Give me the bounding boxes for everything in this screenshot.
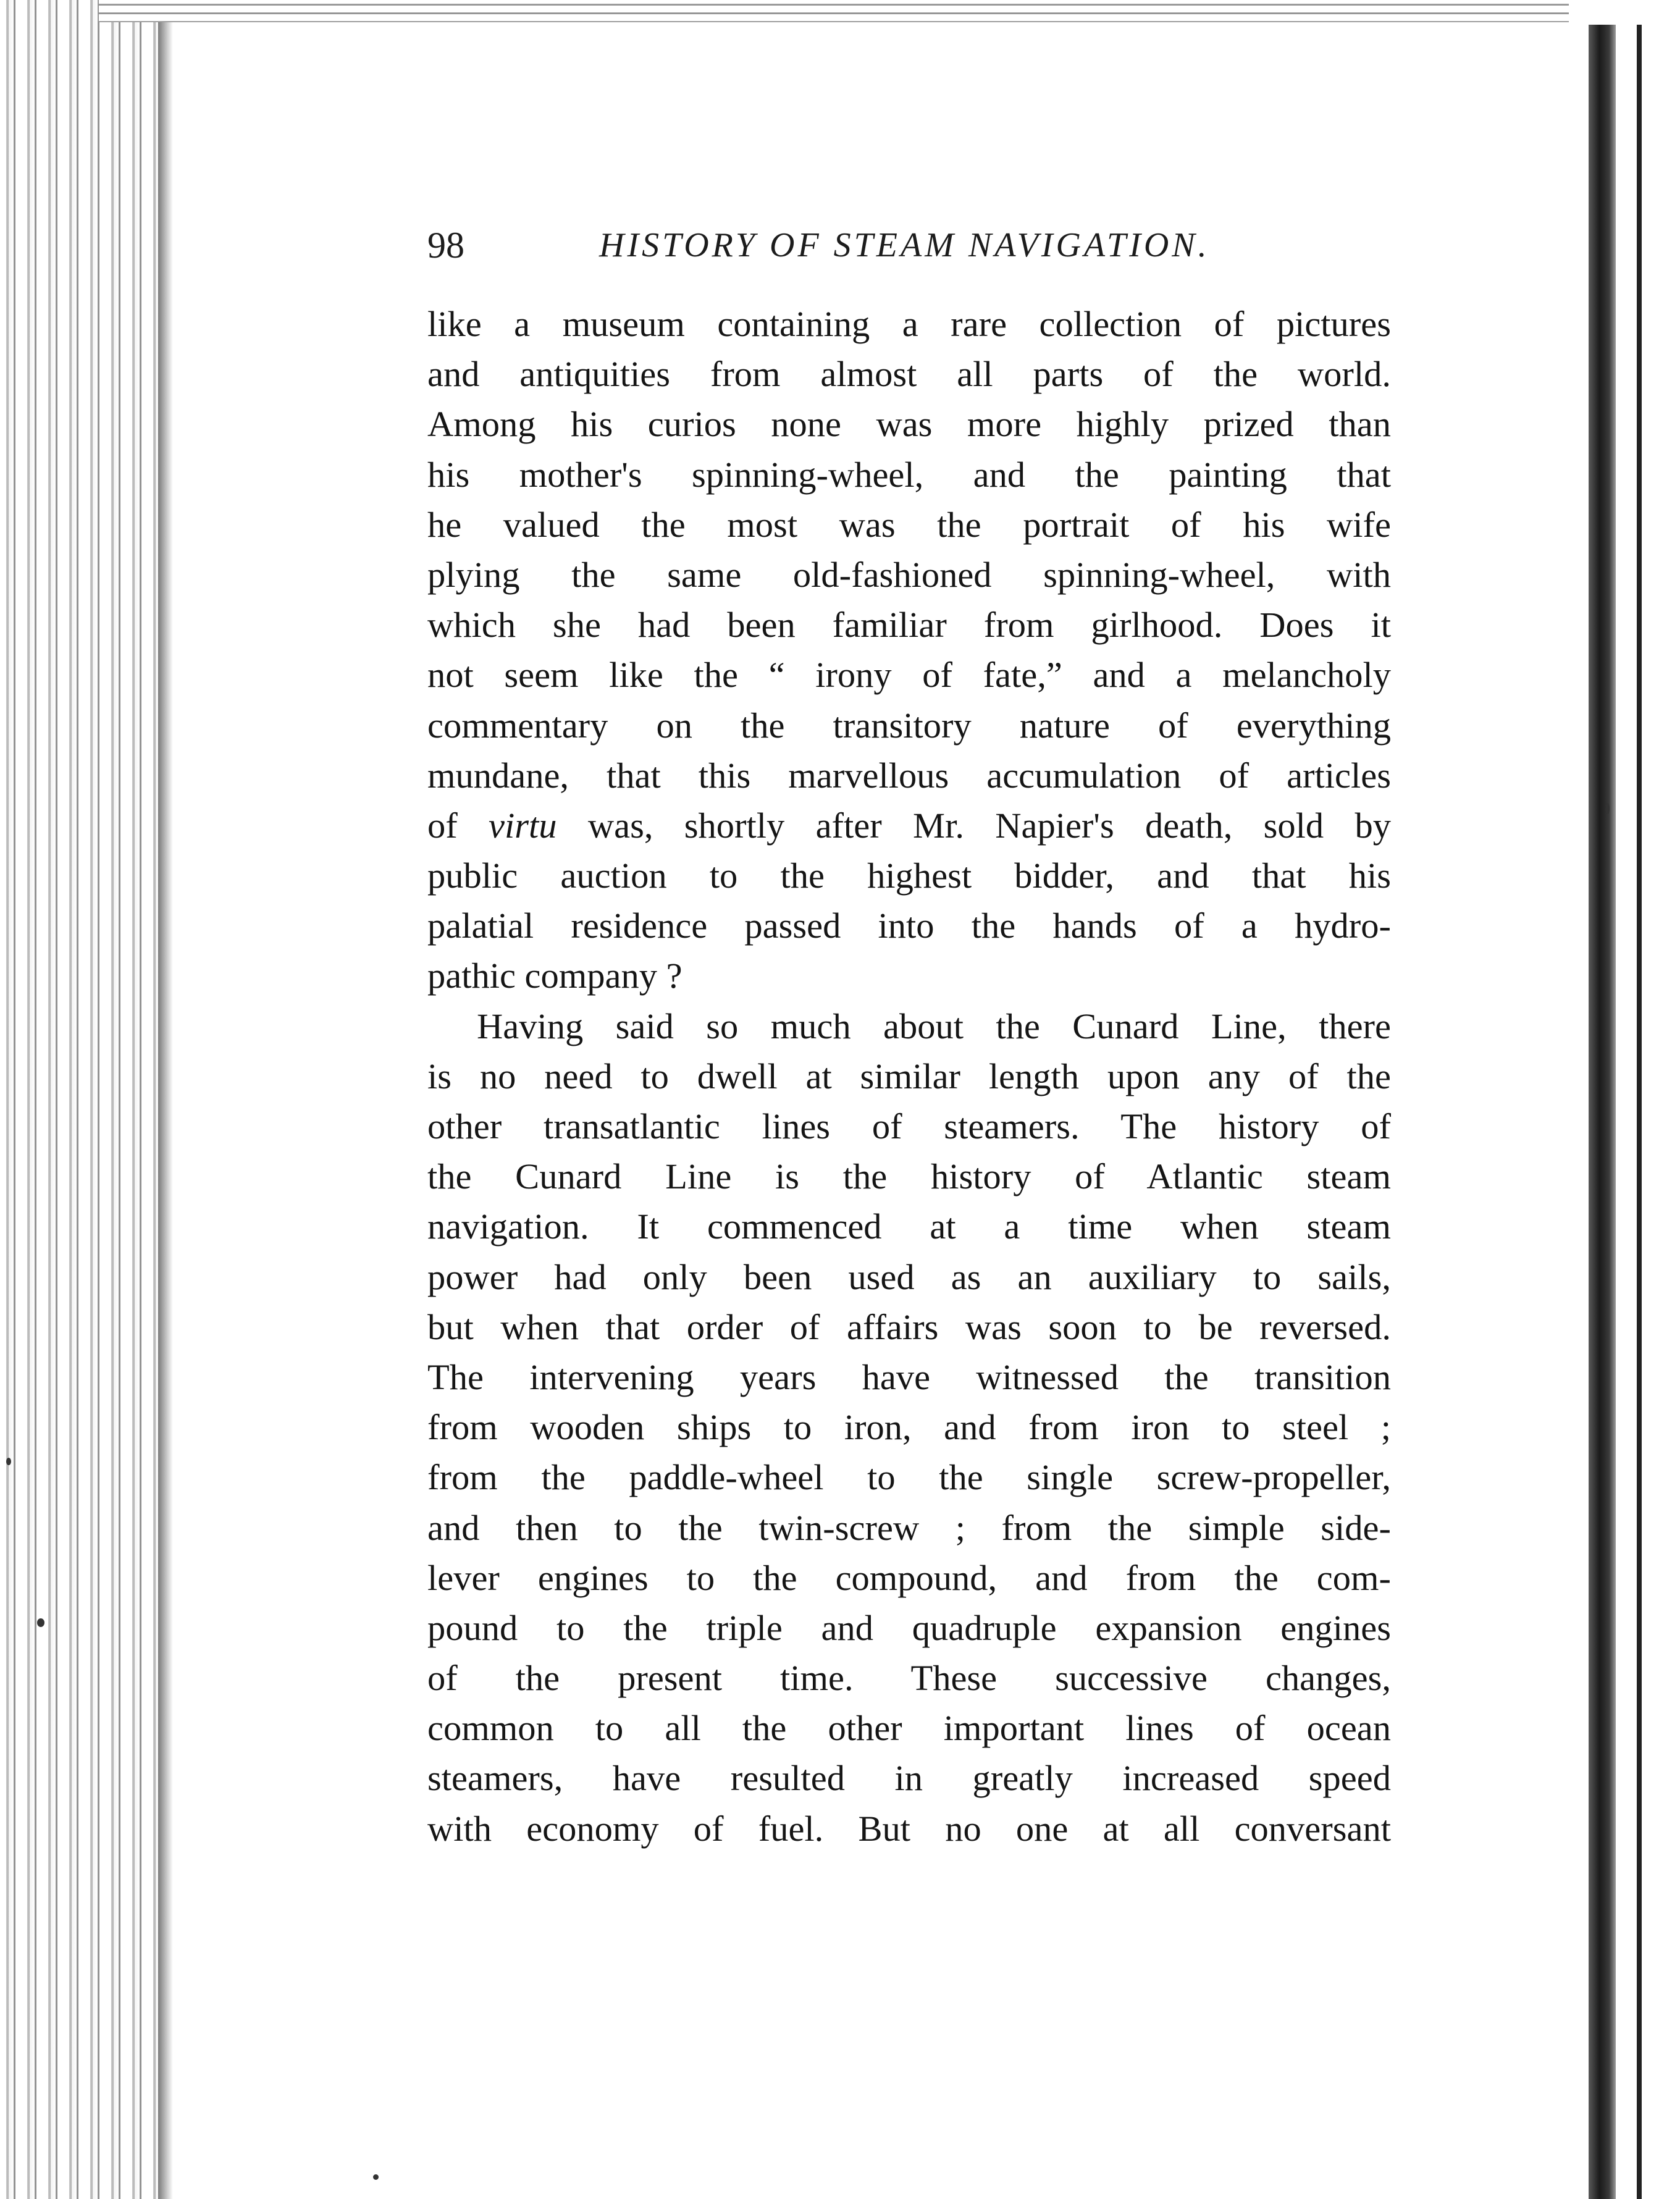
text-line: other transatlantic lines of steamers. The history of	[427, 1106, 1391, 1146]
text-line: and then to the twin-screw ; from the simple side-	[427, 1507, 1391, 1548]
scan-speck	[373, 2174, 379, 2180]
text-line: navigation. It commenced at a time when steam	[427, 1206, 1391, 1247]
text-line: with economy of fuel. But no one at all conversant	[427, 1808, 1391, 1849]
text-line: power had only been used as an auxiliary to sails,	[427, 1256, 1391, 1297]
text-line: commentary on the transitory nature of everything	[427, 705, 1391, 746]
scan-speck	[6, 1458, 11, 1465]
text-line: plying the same old-fashioned spinning-wheel, with	[427, 554, 1391, 595]
text-line: from the paddle-wheel to the single screw-propeller,	[427, 1457, 1391, 1498]
text-line: pathic company ?	[427, 956, 682, 996]
running-title: HISTORY OF STEAM NAVIGATION.	[599, 226, 1210, 264]
page-number: 98	[427, 225, 464, 266]
left-book-edge	[0, 0, 173, 2199]
text-line: lever engines to the compound, and from the com-	[427, 1557, 1391, 1598]
text-line: pound to the triple and quadruple expansion engines	[427, 1607, 1391, 1648]
text-line: palatial residence passed into the hands of a hydro-	[427, 906, 1391, 946]
scan-speck	[1606, 803, 1610, 814]
text-segment: was, shortly after Mr. Napier's death, sold by	[556, 805, 1391, 846]
italic-word: virtu	[489, 805, 557, 846]
text-line: but when that order of affairs was soon to be reversed.	[427, 1306, 1391, 1347]
text-line: and antiquities from almost all parts of the world.	[427, 354, 1391, 395]
text-segment: of	[427, 805, 489, 846]
text-line: like a museum containing a rare collection of pictures	[427, 304, 1391, 344]
text-line: from wooden ships to iron, and from iron to steel ;	[427, 1407, 1391, 1448]
text-line: The intervening years have witnessed the transition	[427, 1356, 1391, 1397]
text-line: Among his curios none was more highly prized than	[427, 404, 1391, 445]
text-line: the Cunard Line is the history of Atlantic steam	[427, 1156, 1391, 1197]
text-line: public auction to the highest bidder, and that his	[427, 856, 1391, 896]
text-line: common to all the other important lines of ocean	[427, 1708, 1391, 1749]
text-line: of the present time. These successive changes,	[427, 1658, 1391, 1699]
text-line: steamers, have resulted in greatly increased speed	[427, 1758, 1391, 1799]
text-line: he valued the most was the portrait of his wife	[427, 504, 1391, 545]
text-line: which she had been familiar from girlhood. Does it	[427, 605, 1391, 645]
page-header	[427, 217, 1286, 273]
binding-gutter-line	[1637, 25, 1642, 2199]
text-line: not seem like the “ irony of fate,” and a melancholy	[427, 655, 1391, 696]
body-text	[427, 299, 1391, 1854]
text-line: Having said so much about the Cunard Line, there	[477, 1006, 1391, 1046]
text-line: his mother's spinning-wheel, and the painting that	[427, 454, 1391, 495]
text-line: is no need to dwell at similar length upon any of the	[427, 1056, 1391, 1096]
text-line	[427, 801, 1391, 851]
top-page-edges	[99, 0, 1594, 22]
scan-speck	[37, 1618, 44, 1627]
binding-gutter-shadow	[1589, 25, 1616, 2199]
text-line: mundane, that this marvellous accumulation of articles	[427, 755, 1391, 796]
